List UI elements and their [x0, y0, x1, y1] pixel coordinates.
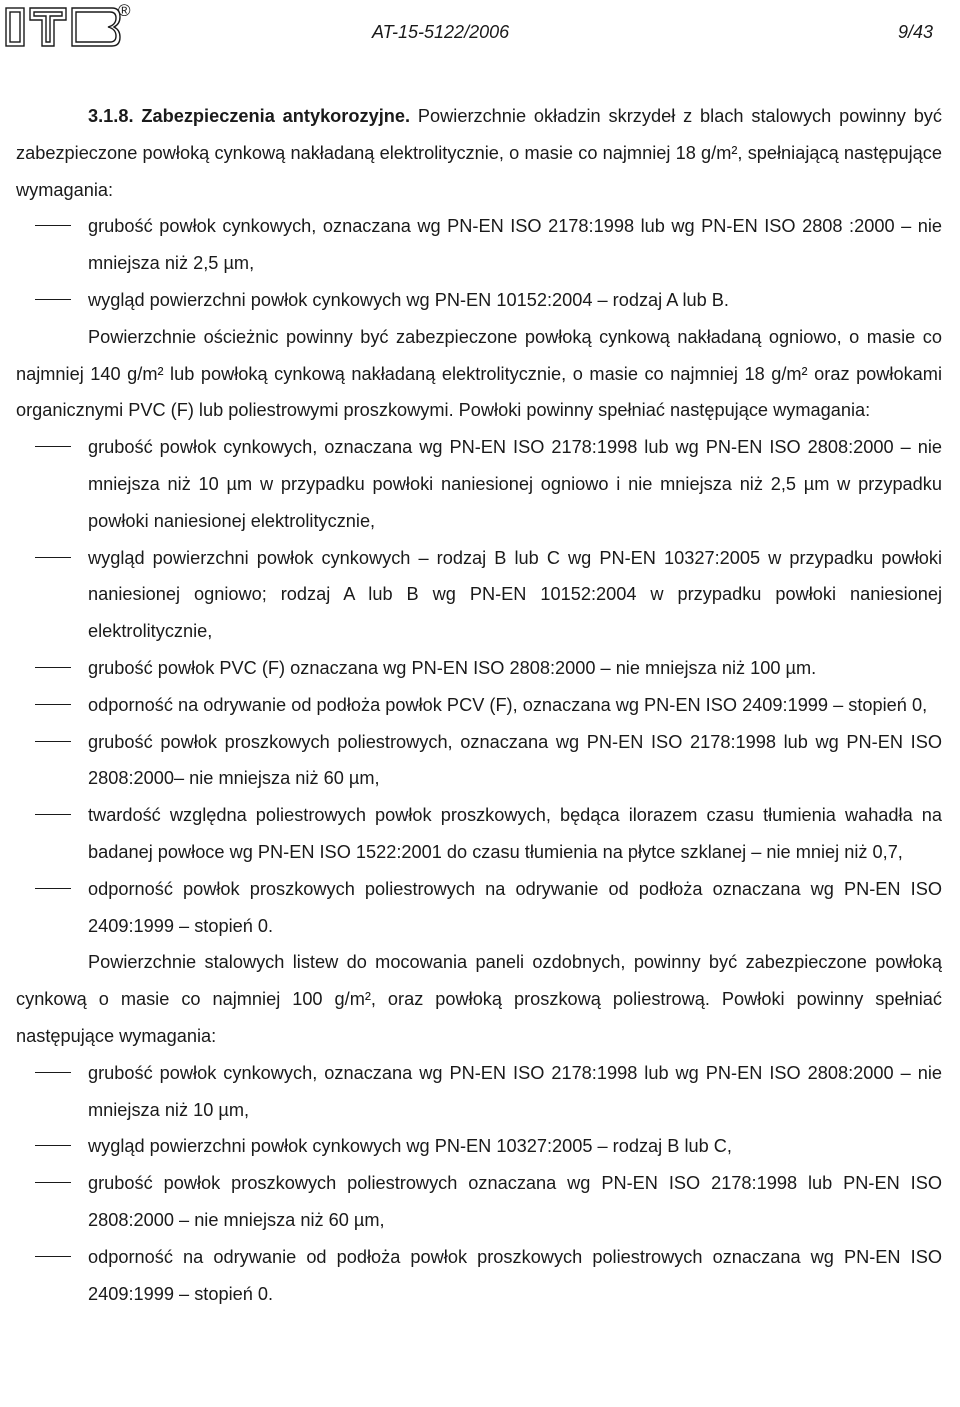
section-number: 3.1.8.	[88, 106, 134, 126]
dash-bullet-icon	[35, 888, 71, 889]
dash-bullet-icon	[35, 446, 71, 447]
dash-bullet-icon	[35, 704, 71, 705]
list-item: wygląd powierzchni powłok cynkowych – rodzaj B lub C wg PN-EN 10327:2005 w przypadku powłoki naniesionej ogniowo; rodzaj A lub B wg PN-EN 10152:2004 w przypadku powłoki naniesionej elektrolitycznie,	[16, 540, 942, 650]
dash-bullet-icon	[35, 814, 71, 815]
dash-bullet-icon	[35, 225, 71, 226]
dash-bullet-icon	[35, 1145, 71, 1146]
dash-bullet-icon	[35, 1182, 71, 1183]
list-item: wygląd powierzchni powłok cynkowych wg PN-EN 10152:2004 – rodzaj A lub B.	[16, 282, 942, 319]
document-body	[16, 98, 942, 1312]
dash-bullet-icon	[35, 667, 71, 668]
requirements-list-strips	[16, 1055, 942, 1313]
dash-bullet-icon	[35, 1256, 71, 1257]
list-item: odporność na odrywanie od podłoża powłok PCV (F), oznaczana wg PN-EN ISO 2409:1999 – stopień 0,	[16, 687, 942, 724]
section-title: Zabezpieczenia antykorozyjne.	[141, 106, 411, 126]
requirements-list-sheet	[16, 208, 942, 318]
dash-bullet-icon	[35, 299, 71, 300]
itb-logo-icon	[4, 6, 124, 48]
list-item: grubość powłok proszkowych poliestrowych, oznaczana wg PN-EN ISO 2178:1998 lub wg PN-EN ISO 2808:2000– nie mniejsza niż 60 µm,	[16, 724, 942, 798]
list-item: odporność powłok proszkowych poliestrowych na odrywanie od podłoża oznaczana wg PN-EN ISO 2409:1999 – stopień 0.	[16, 871, 942, 945]
list-item: grubość powłok cynkowych, oznaczana wg PN-EN ISO 2178:1998 lub wg PN-EN ISO 2808:2000 – nie mniejsza niż 10 µm w przypadku powłoki naniesionej ogniowo i nie mniejsza niż 2,5 µm w przypadku powłoki naniesionej elektrolitycznie,	[16, 429, 942, 539]
page-number: 9/43	[898, 22, 934, 42]
list-item: grubość powłok PVC (F) oznaczana wg PN-EN ISO 2808:2000 – nie mniejsza niż 100 µm.	[16, 650, 942, 687]
section-intro-text: Powierzchnie okładzin skrzydeł z blach stalowych powinny być zabezpieczone powłoką cynkową nakładaną elektrolitycznie, o masie co najmniej 18 g/m², spełniającą następujące wymagania:	[16, 106, 942, 200]
requirements-list-frames	[16, 429, 942, 944]
dash-bullet-icon	[35, 741, 71, 742]
list-item: wygląd powierzchni powłok cynkowych wg PN-EN 10327:2005 – rodzaj B lub C,	[16, 1128, 942, 1165]
dash-bullet-icon	[35, 1072, 71, 1073]
list-item: odporność na odrywanie od podłoża powłok proszkowych poliestrowych oznaczana wg PN-EN ISO 2409:1999 – stopień 0.	[16, 1239, 942, 1313]
section-intro-paragraph	[16, 98, 942, 208]
registered-mark: ®	[118, 1, 131, 20]
list-item: grubość powłok cynkowych, oznaczana wg PN-EN ISO 2178:1998 lub wg PN-EN ISO 2808 :2000 – nie mniejsza niż 2,5 µm,	[16, 208, 942, 282]
frame-coating-paragraph: Powierzchnie ościeżnic powinny być zabezpieczone powłoką cynkową nakładaną ogniowo, o masie co najmniej 140 g/m² lub powłoką cynkową nakładaną elektrolitycznie, o masie co najmniej 18 g/m² oraz powłokami organicznymi PVC (F) lub poliestrowymi proszkowymi. Powłoki powinny spełniać następujące wymagania:	[16, 326, 942, 421]
strip-coating-paragraph: Powierzchnie stalowych listew do mocowania paneli ozdobnych, powinny być zabezpieczone powłoką cynkową o masie co najmniej 100 g/m², oraz powłoką proszkową poliestrową. Powłoki powinny spełniać następujące wymagania:	[16, 952, 942, 1046]
list-item: twardość względna poliestrowych powłok proszkowych, będąca ilorazem czasu tłumienia wahadła na badanej powłoce wg PN-EN ISO 1522:2001 do czasu tłumienia na płytce szklanej – nie mniej niż 0,7,	[16, 797, 942, 871]
document-reference: AT-15-5122/2006	[372, 22, 510, 42]
list-item: grubość powłok cynkowych, oznaczana wg PN-EN ISO 2178:1998 lub wg PN-EN ISO 2808:2000 – nie mniejsza niż 10 µm,	[16, 1055, 942, 1129]
page-header	[0, 0, 960, 60]
dash-bullet-icon	[35, 557, 71, 558]
section-heading	[88, 106, 410, 126]
list-item: grubość powłok proszkowych poliestrowych oznaczana wg PN-EN ISO 2178:1998 lub PN-EN ISO 2808:2000 – nie mniejsza niż 60 µm,	[16, 1165, 942, 1239]
